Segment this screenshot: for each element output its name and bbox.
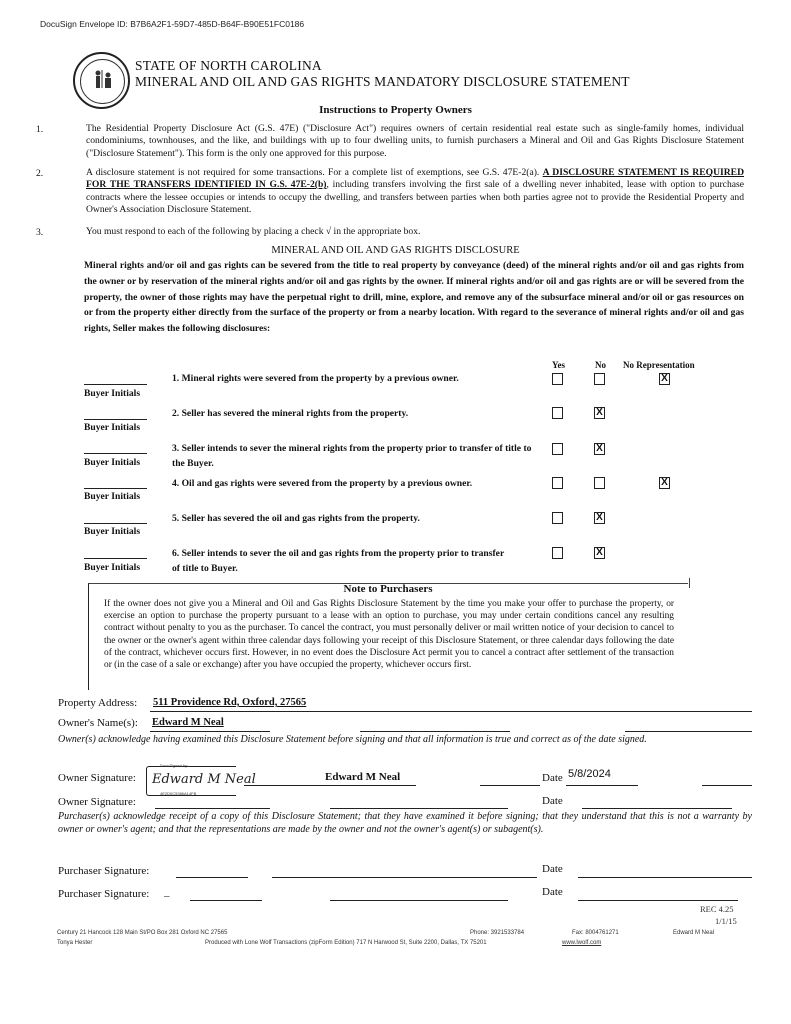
instruction-2-part2: , including transfers involving the first sale of a dwelling never inhabited, lease with option to purchase contracts where the lessee occupies or intends to occupy the dwelling, and transfers between parties when both parties agree not to provide the Residential Property and Owner's Association Disclosure Statement. — [86, 179, 744, 215]
owner-signature-2-date-field[interactable] — [582, 808, 732, 809]
q3-yes-checkbox[interactable] — [552, 443, 563, 455]
form-code: REC 4.25 — [700, 904, 734, 914]
buyer-initials-field[interactable] — [84, 419, 147, 420]
instruction-number: 3. — [36, 227, 44, 238]
owner-signature-2-field[interactable] — [155, 808, 270, 809]
property-address-label: Property Address: — [58, 697, 138, 709]
signature-line-4 — [272, 877, 537, 878]
date-line — [566, 785, 638, 786]
buyer-initials-label: Buyer Initials — [84, 491, 141, 502]
q5-no-checkbox[interactable]: X — [594, 512, 605, 524]
property-address-value[interactable]: 511 Providence Rd, Oxford, 27565 — [153, 697, 307, 708]
docusign-envelope-id: DocuSign Envelope ID: B7B6A2F1-59D7-485D-B64F-B90E51FC0186 — [40, 19, 305, 29]
docusign-id: 4E2D0C5386A14FB — [160, 791, 197, 796]
state-title: STATE OF NORTH CAROLINA — [135, 58, 322, 73]
q1-no-checkbox[interactable] — [594, 373, 605, 385]
instruction-2-text — [86, 167, 744, 216]
buyer-initials-field[interactable] — [84, 453, 147, 454]
owner-name-line-2 — [360, 731, 510, 732]
owner-name-label: Owner's Name(s): — [58, 717, 138, 729]
website-link[interactable]: www.lwolf.com — [562, 940, 602, 946]
q4-no-checkbox[interactable] — [594, 477, 605, 489]
purchaser-signature-1-field[interactable] — [176, 877, 248, 878]
phone: Phone: 3921533784 — [470, 930, 525, 936]
instruction-2-emphasis: A DISCLOSURE STATEMENT IS REQUIRED FOR THE TRANSFERS IDENTIFIED IN G.S. 47E-2(b) — [86, 167, 744, 191]
buyer-initials-label: Buyer Initials — [84, 457, 141, 468]
file-name: Edward M Neal — [673, 930, 715, 936]
signature-line — [244, 785, 416, 786]
buyer-initials-label: Buyer Initials — [84, 388, 141, 399]
instruction-number: 1. — [36, 124, 44, 135]
instruction-number: 2. — [36, 168, 44, 179]
note-title: Note to Purchasers — [343, 583, 433, 595]
owner-name-line — [150, 731, 270, 732]
docusigned-by-label: DocuSigned by: — [160, 763, 189, 768]
instructions-heading: Instructions to Property Owners — [319, 104, 472, 116]
purchaser-signature-2-date-field[interactable] — [578, 900, 738, 901]
date-label: Date — [542, 863, 563, 875]
date-label: Date — [542, 772, 563, 784]
note-text: If the owner does not give you a Mineral and Oil and Gas Rights Disclosure Statement by the time you make your offer to purchase the property, or exercise an option to purchase the property pursuant to a lease with an option to purchase, you may under certain conditions cancel any resulting contract without penalty to you as the purchaser. To cancel the contract, you must personally deliver or mail written notice of your decision to cancel to the owner or the owner's agent within three calendar days following your receipt of this Disclosure Statement, or three calendar days following the date of the contract, whichever occurs first. However, in no event does the Disclosure Act permit you to cancel a contract after settlement of the transaction or (in the case of a sale or exchange) after you have occupied the property, whichever occurs first. — [104, 599, 674, 671]
disclosure-intro: Mineral rights and/or oil and gas rights can be severed from the title to real property by conveyance (deed) of the mineral rights and/or oil and gas rights from the owner or by reservation of the mineral rights and/or oil and gas rights by the owner. If mineral rights and/or oil and gas rights are or will be severed from the property, the owner of those rights may have the perpetual right to drill, mine, explore, and remove any of the subsurface mineral and/or oil or gas resources on or from the property either directly from the surface of the property or from a nearby location. With regard to the severance of mineral rights and/or oil and gas rights, Seller makes the following disclosures: — [84, 260, 744, 335]
fax: Fax: 8004761271 — [572, 930, 619, 936]
signature-line-3 — [330, 808, 508, 809]
buyer-initials-field[interactable] — [84, 523, 147, 524]
column-no: No — [595, 360, 606, 370]
purchaser-signature-prefix: _ — [164, 886, 170, 898]
buyer-initials-label: Buyer Initials — [84, 526, 141, 537]
column-no-representation: No Representation — [623, 360, 695, 370]
buyer-initials-field[interactable] — [84, 488, 147, 489]
owner-signature-image: Edward M Neal — [152, 772, 256, 787]
buyer-initials-field[interactable] — [84, 558, 147, 559]
purchaser-signature-label: Purchaser Signature: — [58, 888, 150, 900]
q2-yes-checkbox[interactable] — [552, 407, 563, 419]
q1-no-representation-checkbox[interactable]: X — [659, 373, 670, 385]
question-4: 4. Oil and gas rights were severed from the property by a previous owner. — [172, 478, 473, 489]
q2-no-checkbox[interactable]: X — [594, 407, 605, 419]
nc-state-seal-icon — [73, 52, 130, 109]
q4-yes-checkbox[interactable] — [552, 477, 563, 489]
q5-yes-checkbox[interactable] — [552, 512, 563, 524]
owner-name-value[interactable]: Edward M Neal — [152, 717, 224, 728]
disclosure-heading: MINERAL AND OIL AND GAS RIGHTS DISCLOSURE — [271, 245, 520, 256]
date-label: Date — [542, 886, 563, 898]
form-date: 1/1/15 — [715, 916, 737, 926]
column-yes: Yes — [552, 360, 565, 370]
purchaser-acknowledgment: Purchaser(s) acknowledge receipt of a copy of this Disclosure Statement; that they have examined it before signing; that they understand that this is not a warranty by owner or owner's agent; and that the representations are made by the owner and not the owner's agent(s) or subagent(s). — [58, 811, 752, 835]
owner-acknowledgment: Owner(s) acknowledge having examined this Disclosure Statement before signing and that all information is true and correct as of the date signed. — [58, 734, 647, 745]
divider — [689, 578, 690, 588]
owner-signature-label: Owner Signature: — [58, 796, 136, 808]
buyer-initials-label: Buyer Initials — [84, 562, 141, 573]
question-6: 6. Seller intends to sever the oil and gas rights from the property prior to transfer of title to Buyer. — [172, 548, 505, 574]
purchaser-signature-2-field[interactable] — [190, 900, 262, 901]
owner-signature-label: Owner Signature: — [58, 772, 136, 784]
q4-no-representation-checkbox[interactable]: X — [659, 477, 670, 489]
purchaser-signature-1-date-field[interactable] — [578, 877, 752, 878]
form-title: MINERAL AND OIL AND GAS RIGHTS MANDATORY DISCLOSURE STATEMENT — [135, 74, 630, 89]
date-label: Date — [542, 795, 563, 807]
purchaser-signature-label: Purchaser Signature: — [58, 865, 150, 877]
date-line-2 — [702, 785, 752, 786]
instruction-3-text: You must respond to each of the following by placing a check √ in the appropriate box. — [86, 226, 421, 237]
produced-with: Produced with Lone Wolf Transactions (zipForm Edition) 717 N Harwood St, Suite 2200, Dallas, TX 75201 — [205, 940, 487, 946]
agent-name: Tonya Hester — [57, 940, 93, 946]
property-address-line — [150, 711, 752, 712]
instruction-2-part1: A disclosure statement is not required for some transactions. For a complete list of exemptions, see G.S. 47E-2(a). — [86, 167, 543, 178]
q6-no-checkbox[interactable]: X — [594, 547, 605, 559]
question-3: 3. Seller intends to sever the mineral rights from the property prior to transfer of title to the Buyer. — [172, 443, 532, 469]
buyer-initials-label: Buyer Initials — [84, 422, 141, 433]
signature-line-2 — [480, 785, 540, 786]
instruction-1-text: The Residential Property Disclosure Act (G.S. 47E) ("Disclosure Act") requires owners of certain residential real estate such as single-family homes, individual condominiums, townhouses, and the like, and buildings with up to four dwelling units, to furnish purchasers a Mineral and Oil and Gas Rights Disclosure Statement ("Disclosure Statement"). This form is the only one approved for this purpose. — [86, 123, 744, 159]
owner-name-line-3 — [625, 731, 752, 732]
owner-signature-date[interactable]: 5/8/2024 — [568, 768, 611, 780]
signature-line-5 — [330, 900, 508, 901]
q6-yes-checkbox[interactable] — [552, 547, 563, 559]
owner-printed-name: Edward M Neal — [325, 771, 401, 783]
broker-line: Century 21 Hancock 128 Main St/PO Box 281 Oxford NC 27565 — [57, 930, 228, 936]
question-1: 1. Mineral rights were severed from the property by a previous owner. — [172, 373, 459, 384]
q3-no-checkbox[interactable]: X — [594, 443, 605, 455]
question-2: 2. Seller has severed the mineral rights from the property. — [172, 408, 409, 419]
q1-yes-checkbox[interactable] — [552, 373, 563, 385]
buyer-initials-field[interactable] — [84, 384, 147, 385]
question-5: 5. Seller has severed the oil and gas rights from the property. — [172, 513, 420, 524]
seal-figures-icon — [92, 68, 114, 92]
